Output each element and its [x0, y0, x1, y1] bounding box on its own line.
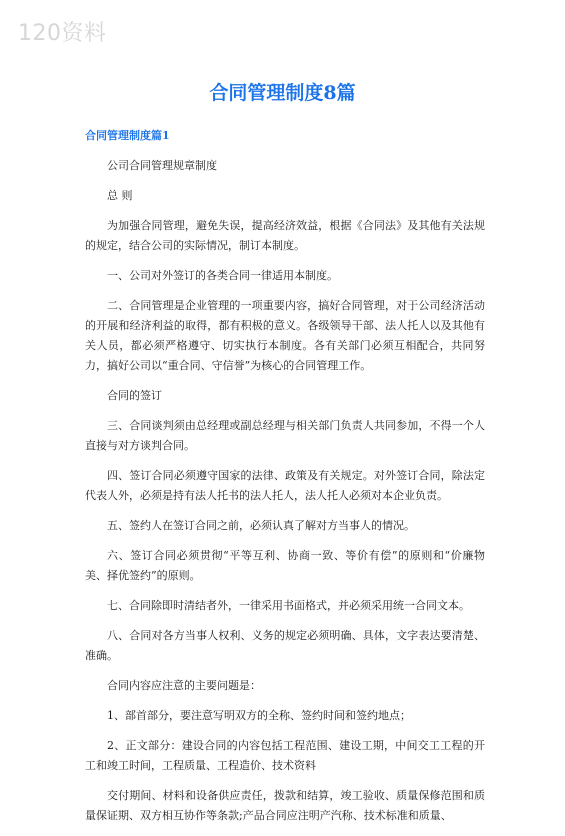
paragraph: 四、签订合同必须遵守国家的法律、政策及有关规定。对外签订合同，除法定代表人外，必须是持有法人托书的法人托人，法人托人必须对本企业负责。 — [85, 469, 485, 502]
watermark-logo: 120资料 — [18, 21, 107, 46]
paragraph: 交付期间、材料和设备供应责任，拨款和结算，竣工验收、质量保修范围和质量保证期、双方相互协作等条款;产品合同应注明产汽称、技术标准和质量、 — [85, 789, 485, 822]
paragraph: 六、签订合同必须贯彻“平等互利、协商一致、等价有偿”的原则和“价廉物美、择优签约”的原则。 — [85, 549, 485, 582]
paragraph: 2、正文部分：建设合同的内容包括工程范围、建设工期，中间交工工程的开工和竣工时间，工程质量、工程造价、技术资料 — [85, 739, 485, 772]
paragraph: 七、合同除即时清结者外，一律采用书面格式，并必须采用统一合同文本。 — [107, 599, 470, 612]
paragraph: 合同内容应注意的主要问题是： — [107, 679, 261, 692]
paragraph: 1、部首部分，要注意写明双方的全称、签约时间和签约地点； — [107, 709, 411, 722]
paragraph: 三、合同谈判须由总经理或副总经理与相关部门负责人共同参加，不得一个人直接与对方谈判合同。 — [85, 419, 485, 452]
paragraph: 合同的签订 — [107, 389, 162, 402]
document-body — [85, 126, 485, 836]
paragraph: 五、签约人在签订合同之前，必须认真了解对方当事人的情况。 — [107, 519, 415, 532]
section-heading: 合同管理制度篇1 — [85, 129, 170, 142]
paragraph: 总 则 — [107, 189, 133, 202]
paragraph: 公司合同管理规章制度 — [107, 159, 217, 172]
document-title: 合同管理制度8篇 — [209, 82, 356, 104]
paragraph: 一、公司对外签订的各类合同一律适用本制度。 — [107, 269, 338, 282]
paragraph: 二、合同管理是企业管理的一项重要内容，搞好合同管理，对于公司经济活动的开展和经济利益的取得，都有积极的意义。各级领导干部、法人托人以及其他有关人员，都必须严格遵守、切实执行本制度。各有关部门必须互相配合，共同努力，搞好公司以“重合同、守信誉”为核心的合同管理工作。 — [85, 299, 485, 372]
paragraph: 为加强合同管理，避免失误，提高经济效益，根据《合同法》及其他有关法规的规定，结合公司的实际情况，制订本制度。 — [85, 219, 485, 252]
paragraph: 八、合同对各方当事人权利、义务的规定必须明确、具体，文字表达要清楚、准确。 — [85, 629, 485, 662]
